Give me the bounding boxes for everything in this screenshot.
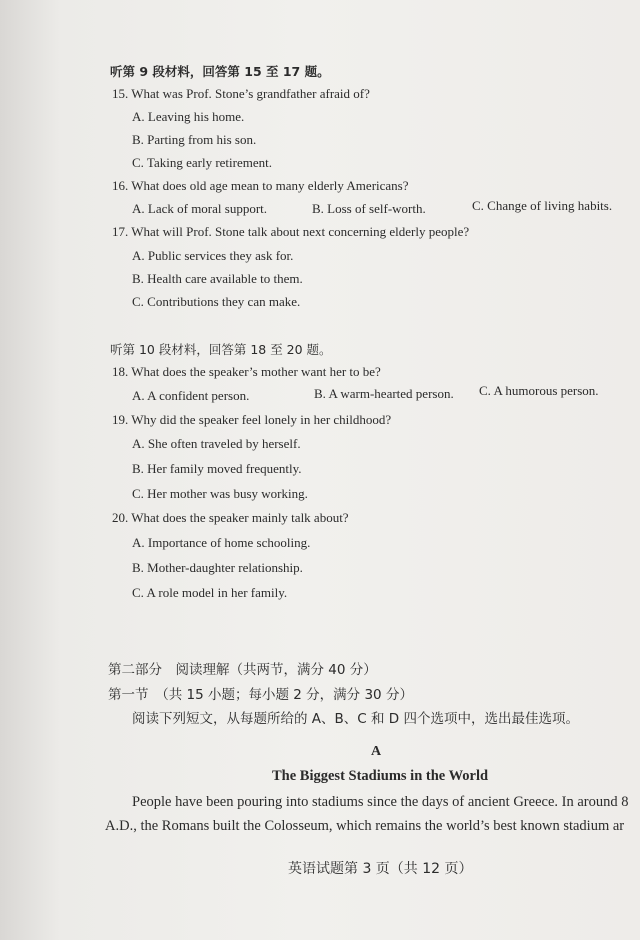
part2-heading: 第二部分 阅读理解（共两节，满分 40 分） [108, 662, 377, 678]
paragraph-line-2: A.D., the Romans built the Colosseum, which remains the world’s best known stadium ar [105, 818, 625, 834]
option-16a: A. Lack of moral support. [132, 201, 268, 216]
question-16: 16. What does old age mean to many elderly Americans? [112, 178, 409, 193]
question-18: 18. What does the speaker’s mother want her to be? [112, 364, 381, 379]
option-18b: B. A warm-hearted person. [314, 386, 454, 401]
option-17b: B. Health care available to them. [132, 271, 303, 286]
part2-instruction: 阅读下列短文，从每题所给的 A、B、C 和 D 四个选项中，选出最佳选项。 [132, 711, 579, 727]
option-19c: C. Her mother was busy working. [132, 486, 308, 501]
option-20c: C. A role model in her family. [132, 585, 288, 600]
page-footer: 英语试题第 3 页（共 12 页） [288, 861, 473, 877]
section-heading-10: 听第 10 段材料，回答第 18 至 20 题。 [110, 342, 332, 357]
option-19a: A. She often traveled by herself. [132, 436, 301, 451]
option-19b: B. Her family moved frequently. [132, 461, 302, 476]
question-20: 20. What does the speaker mainly talk about? [112, 510, 349, 525]
section-heading-9: 听第 9 段材料，回答第 15 至 17 题。 [110, 64, 330, 79]
question-15: 15. What was Prof. Stone’s grandfather afraid of? [112, 86, 370, 101]
option-18c: C. A humorous person. [479, 383, 599, 398]
option-15a: A. Leaving his home. [132, 109, 245, 124]
option-20a: A. Importance of home schooling. [132, 535, 311, 550]
option-15b: B. Parting from his son. [132, 132, 257, 147]
passage-title: The Biggest Stadiums in the World [272, 768, 489, 784]
question-17: 17. What will Prof. Stone talk about next concerning elderly people? [112, 224, 470, 239]
option-15c: C. Taking early retirement. [132, 155, 272, 170]
paragraph-line-1: People have been pouring into stadiums since the days of ancient Greece. In around 8 [132, 794, 629, 810]
option-18a: A. A confident person. [132, 388, 250, 403]
option-20b: B. Mother-daughter relationship. [132, 560, 303, 575]
option-17a: A. Public services they ask for. [132, 248, 294, 263]
option-16b: B. Loss of self-worth. [312, 201, 426, 216]
option-17c: C. Contributions they can make. [132, 294, 301, 309]
part2-subheading: 第一节 （共 15 小题；每小题 2 分，满分 30 分） [108, 687, 413, 703]
passage-letter: A [371, 744, 382, 759]
question-19: 19. Why did the speaker feel lonely in her childhood? [112, 412, 392, 427]
option-16c: C. Change of living habits. [472, 198, 613, 213]
